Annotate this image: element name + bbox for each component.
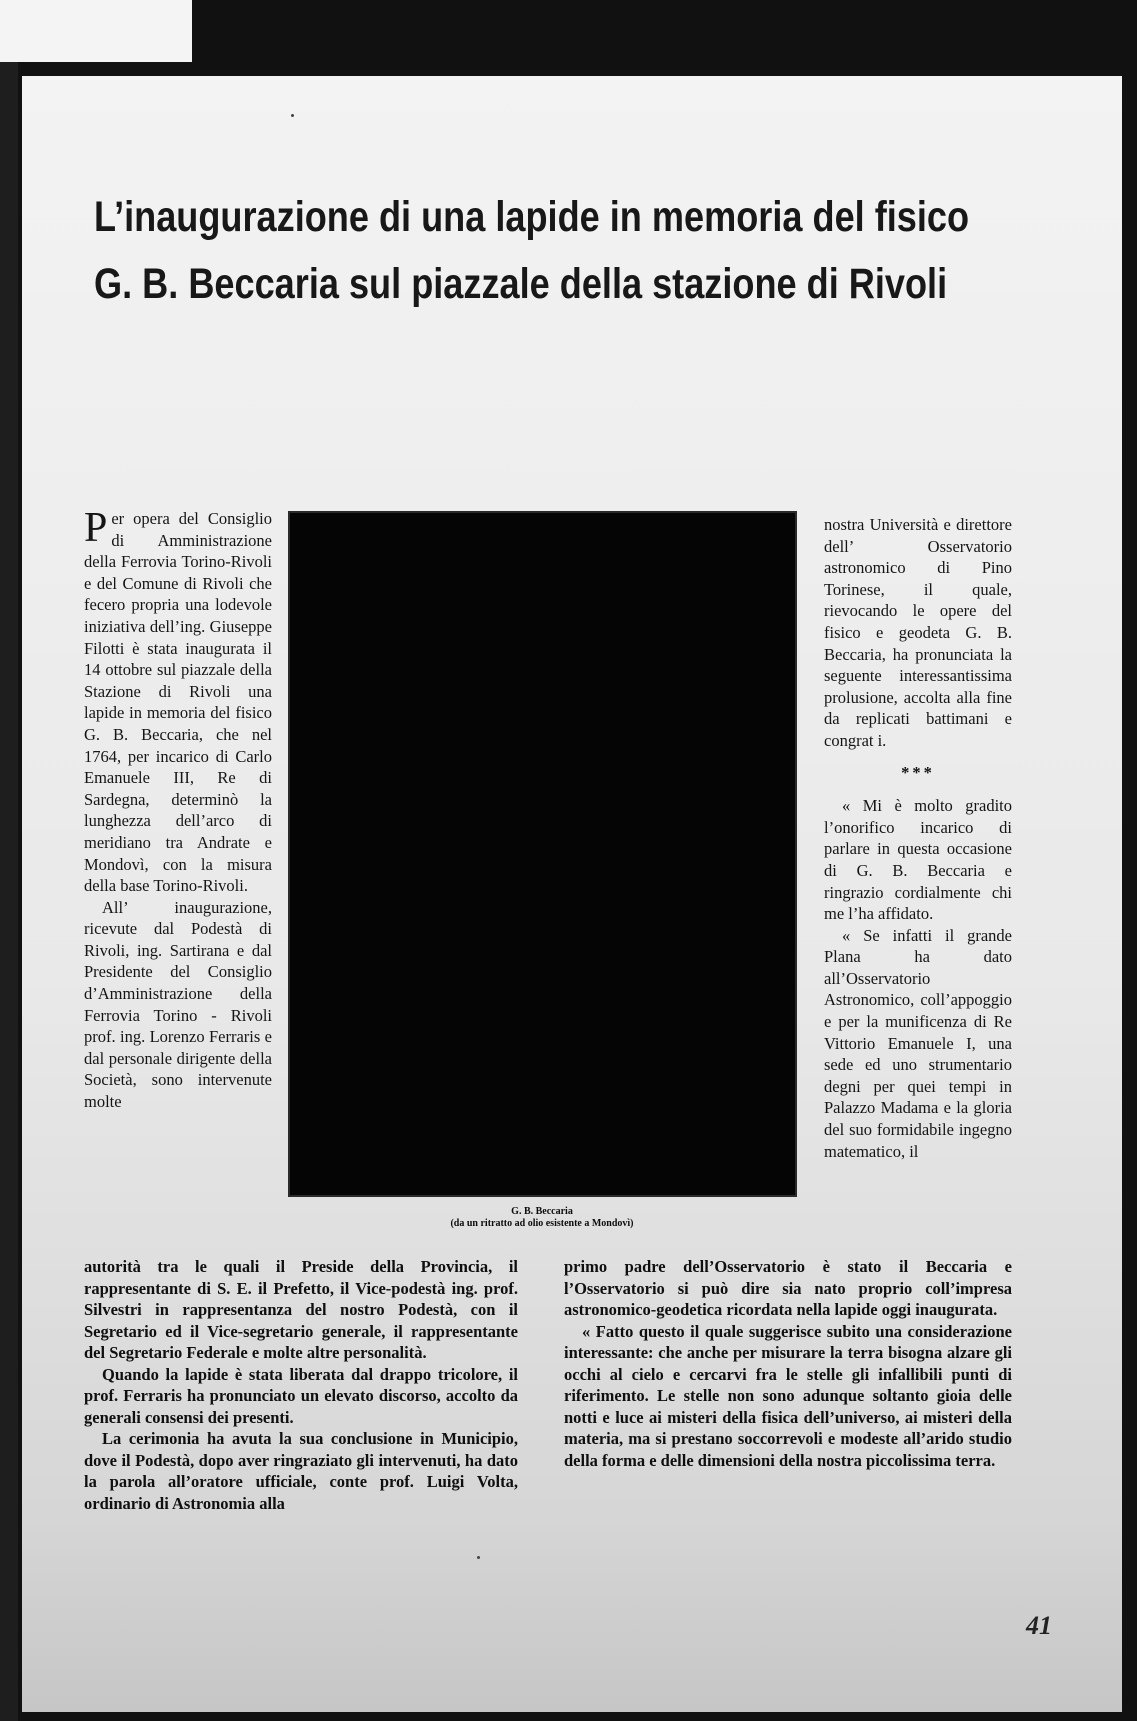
right-paragraph-1: nostra Università e direttore dell’ Osservatorio astronomico di Pino Torinese, il quale, rievocando le opere del fisico e geodeta G. B. Beccaria, ha pronunciata la seguente interessantissima prolusione, accolta alla fine da replicati battimani e congrat i. (824, 515, 1012, 750)
scan-margin-top (0, 0, 192, 62)
speck (477, 1556, 480, 1559)
right-paragraph-2: « Mi è molto gradito l’onorifico incarico di parlare in questa occasione di G. B. Beccaria e ringrazio cordialmente chi me l’ha affidato. (824, 796, 1012, 924)
lower-right-paragraph-2: « Fatto questo il quale suggerisce subito una considerazione interessante: che anche per misurare la terra bisogna alzare gli occhi al cielo e cercarvi fra le stelle gli infallibili punti di riferimento. Le stelle non sono adunque soltanto gioia delle notti e luce ai misteri della fisica dell’universo, ai misteri della materia, ma si prestano soccorrevoli e modeste all’arido studio della forma e delle dimensioni della nostra piccolissima terra. (564, 1321, 1012, 1470)
magazine-page (22, 76, 1122, 1712)
title-line-1: L’inaugurazione di una lapide in memoria del fisico (94, 193, 970, 241)
left-column (84, 505, 272, 1113)
speck (291, 114, 294, 117)
caption-name: G. B. Beccaria (511, 1206, 573, 1217)
page-number: 41 (1026, 1611, 1052, 1640)
drop-cap: P (84, 505, 108, 551)
title-line-2: G. B. Beccaria sul piazzale della stazione di Rivoli (94, 260, 948, 308)
lower-right-paragraph-1: primo padre dell’Osservatorio è stato il Beccaria e l’Osservatorio si può dire sia nato proprio coll’impresa astronomico-geodetica ricordata nella lapide oggi inaugurata. (564, 1257, 1012, 1319)
lower-left-paragraph-1: autorità tra le quali il Preside della Provincia, il rappresentante di S. E. il Prefetto, il Vice-podestà ing. prof. Silvestri in rappresentanza del nostro Podestà, con il Segretario ed il Vice-segretario generale, il rappresentante del Segretario Federale e molte altre personalità. (84, 1257, 518, 1362)
caption-source: (da un ritratto ad olio esistente a Mondovì) (450, 1218, 634, 1229)
right-column (824, 514, 1012, 1162)
lower-left-column (84, 1256, 518, 1514)
lower-left-paragraph-3: La cerimonia ha avuta la sua conclusione in Municipio, dove il Podestà, dopo aver ringraziato gli intervenuti, ha dato la parola all’oratore ufficiale, conte prof. Luigi Volta, ordinario di Astronomia alla (84, 1429, 518, 1513)
article-title (94, 184, 1085, 318)
lower-right-column (564, 1256, 1012, 1471)
photo-caption (382, 1206, 702, 1230)
left-paragraph-1: Per opera del Consiglio di Amministrazione della Ferrovia Torino-Rivoli e del Comune di Rivoli che fecero propria una lodevole iniziativa dell’ing. Giuseppe Filotti è stata inaugurata il 14 ottobre sul piazzale della Stazione di Rivoli una lapide in memoria del fisico G. B. Beccaria, che nel 1764, per incarico di Carlo Emanuele III, Re di Sardegna, determinò la lunghezza dell’arco di meridiano tra Andrate e Mondovì, con la misura della base Torino-Rivoli. (84, 505, 272, 896)
scan-margin-left (0, 62, 18, 1721)
left-paragraph-2: All’ inaugurazione, ricevute dal Podestà di Rivoli, ing. Sartirana e dal Presidente del Consiglio d’Amministrazione della Ferrovia Torino - Rivoli prof. ing. Lorenzo Ferraris e dal personale dirigente della Società, sono intervenute molte (84, 897, 272, 1112)
lower-left-paragraph-2: Quando la lapide è stata liberata dal drappo tricolore, il prof. Ferraris ha pronunciato un elevato discorso, accolto da generali consensi dei presenti. (84, 1364, 518, 1427)
section-separator: *** (901, 762, 935, 782)
right-paragraph-3: « Se infatti il grande Plana ha dato all’Osservatorio Astronomico, coll’appoggio e per la munificenza di Re Vittorio Emanuele I, una sede ed uno strumentario degni per quei tempi in Palazzo Madama e la gloria del suo formidabile ingegno matematico, il (824, 925, 1012, 1161)
portrait-photo (290, 513, 795, 1195)
